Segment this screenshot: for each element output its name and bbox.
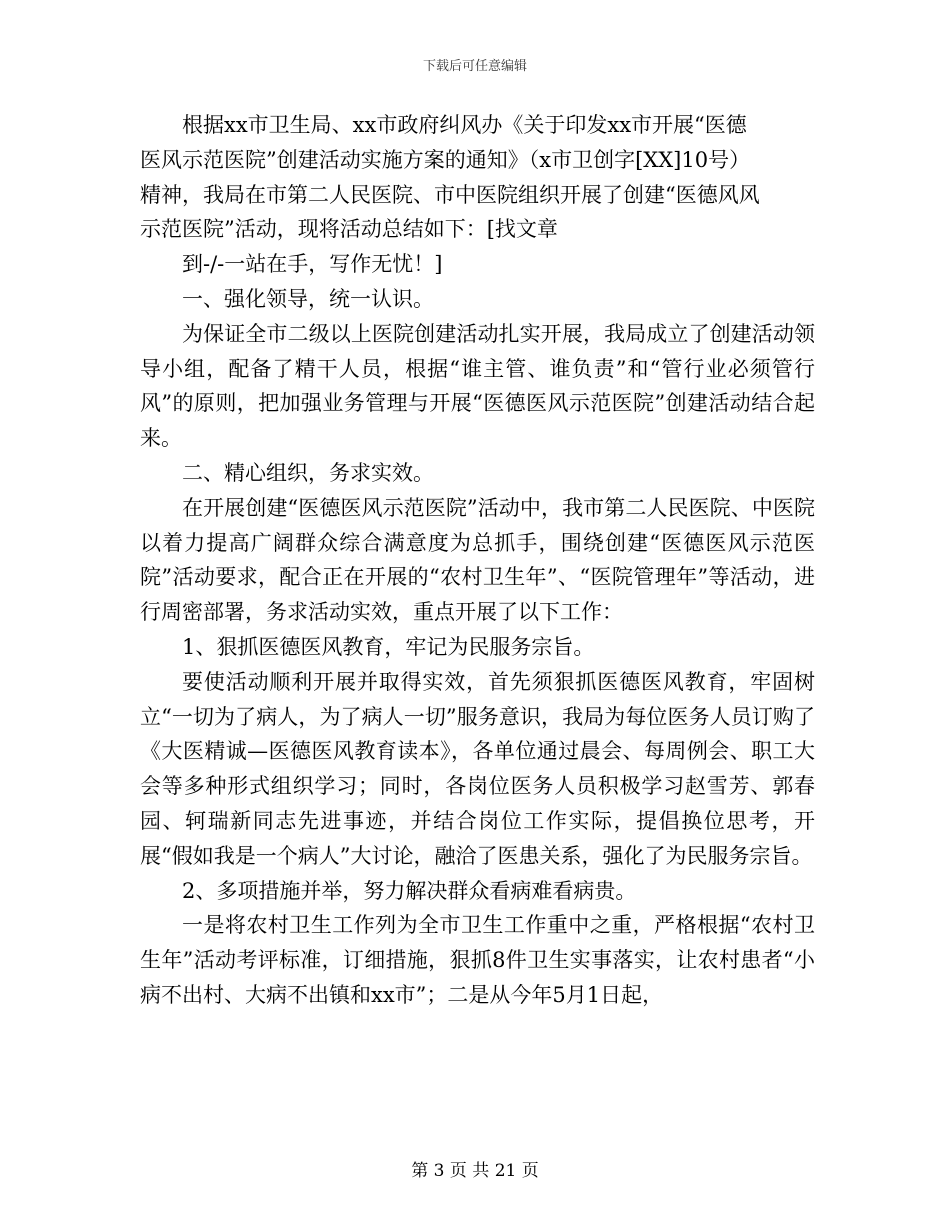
item-2-body: 一是将农村卫生工作列为全市卫生工作重中之重，严格根据“农村卫生年”活动考评标准，订细措施，狠抓8件卫生实事落实，让农村患者“小病不出村、大病不出镇和xx市”；二是从今年5月1日起， — [140, 913, 815, 1007]
intro-line-2: 医风示范医院”创建活动实施方案的通知》（x市卫创字[XX]10号） — [140, 147, 751, 172]
item-2-heading: 2、多项措施并举，努力解决群众看病难看病贵。 — [182, 878, 637, 903]
section-2-body: 在开展创建“医德医风示范医院”活动中，我市第二人民医院、中医院以着力提高广阔群众综合满意度为总抓手，围绕创建“医德医风示范医院”活动要求，配合正在开展的“农村卫生年”、“医院管理年”等活动，进行周密部署，务求活动实效，重点开展了以下工作： — [140, 495, 815, 625]
section-1-body: 为保证全市二级以上医院创建活动扎实开展，我局成立了创建活动领导小组，配备了精干人员，根据“谁主管、谁负责”和“管行业必须管行风”的原则，把加强业务管理与开展“医德医风示范医院”创建活动结合起来。 — [140, 321, 815, 451]
section-2-heading: 二、精心组织，务求实效。 — [182, 460, 434, 485]
item-1-body: 要使活动顺利开展并取得实效，首先须狠抓医德医风教育，牢固树立“一切为了病人，为了病人一切”服务意识，我局为每位医务人员订购了《大医精诚—医德医风教育读本》，各单位通过晨会、每周例会、职工大会等多种形式组织学习；同时，各岗位医务人员积极学习赵雪芳、郭春园、轲瑞新同志先进事迹，并结合岗位工作实际，提倡换位思考，开展“假如我是一个病人”大讨论，融洽了医患关系，强化了为民服务宗旨。 — [140, 669, 815, 868]
intro-line-1: 根据xx市卫生局、xx市政府纠风办《关于印发xx市开展“医德 — [182, 113, 747, 137]
header-note: 下载后可任意编辑 — [422, 59, 527, 74]
section-1-heading: 一、强化领导，统一认识。 — [182, 286, 434, 311]
document-body — [140, 108, 815, 1013]
intro-tail: 到-/-一站在手，写作无忧！] — [182, 252, 443, 277]
intro-line-4: 示范医院”活动，现将活动总结如下：[找文章 — [140, 217, 558, 242]
item-1-heading: 1、狠抓医德医风教育，牢记为民服务宗旨。 — [182, 634, 595, 659]
page-number-footer: 第 3 页 共 21 页 — [411, 1161, 539, 1181]
intro-line-3: 精神，我局在市第二人民医院、市中医院组织开展了创建“医德风风 — [140, 182, 760, 207]
